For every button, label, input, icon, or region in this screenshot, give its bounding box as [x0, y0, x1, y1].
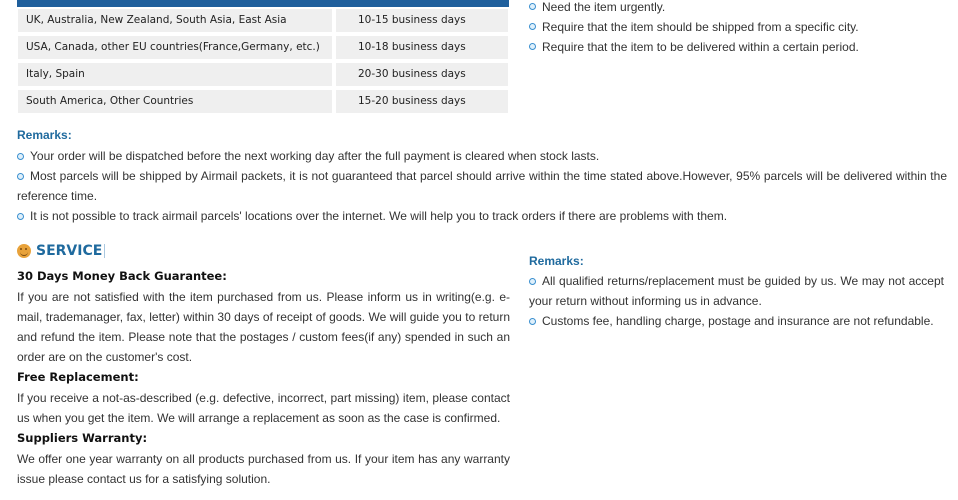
warranty-text: We offer one year warranty on all products purchased from us. If your item has any warranty issue please contact us for a satisfying solution.: [17, 452, 510, 486]
shipping-remarks-title: Remarks:: [17, 128, 72, 142]
table-row: [17, 62, 509, 87]
smiley-icon: [17, 244, 31, 258]
free-replacement-heading: Free Replacement:: [17, 370, 139, 384]
list-item: [529, 311, 944, 331]
list-item-text: Most parcels will be shipped by Airmail packets, it is not guaranteed that parcel should arrive within the time stated above.However, 95% parcels will be delivered within the reference time.: [17, 169, 947, 203]
right-condition-list: [529, 0, 949, 57]
list-item: [529, 17, 949, 37]
free-replacement-text: If you receive a not-as-described (e.g. defective, incorrect, part missing) item, please contact us when you get the item. We will arrange a replacement as soon as the case is confirmed.: [17, 391, 510, 425]
money-back-text: If you are not satisfied with the item purchased from us. Please inform us in writing(e.g. e-mail, trademanager, fax, letter) within 30 days of receipt of goods. We will guide you to return and refund the item. Please note that the postages / custom fees(if any) spended in such an order are on the customer's cost.: [17, 290, 510, 364]
shipping-time-cell: 15-20 business days: [335, 89, 509, 114]
shipping-table-header-bar: [17, 0, 509, 7]
list-item-text: Your order will be dispatched before the next working day after the full payment is cleared when stock lasts.: [30, 149, 600, 163]
list-item-text: It is not possible to track airmail parcels' locations over the internet. We will help you to track orders if there are problems with them.: [30, 209, 728, 223]
bullet-icon: [529, 43, 536, 50]
bullet-icon: [17, 173, 24, 180]
list-item: [17, 206, 947, 226]
service-remarks-list: [529, 271, 944, 331]
list-item: [529, 271, 944, 311]
bullet-icon: [17, 213, 24, 220]
table-row: [17, 8, 509, 33]
bullet-icon: [17, 153, 24, 160]
shipping-time-cell: 10-15 business days: [335, 8, 509, 33]
text-cursor-icon: [104, 244, 105, 258]
list-item: [529, 37, 949, 57]
service-sections: [17, 266, 510, 489]
shipping-region-cell: USA, Canada, other EU countries(France,Germany, etc.): [17, 35, 333, 60]
bullet-icon: [529, 318, 536, 325]
list-item-text: Customs fee, handling charge, postage and insurance are not refundable.: [542, 314, 934, 328]
service-title: SERVICE: [36, 243, 103, 259]
service-remarks-title: Remarks:: [529, 254, 584, 268]
list-item-text: All qualified returns/replacement must be guided by us. We may not accept your return without informing us in advance.: [529, 274, 944, 308]
table-row: [17, 89, 509, 114]
list-item-text: Need the item urgently.: [542, 0, 666, 14]
list-item: [17, 146, 947, 166]
shipping-remarks-list: [17, 146, 947, 226]
money-back-heading: 30 Days Money Back Guarantee:: [17, 269, 227, 283]
list-item-text: Require that the item should be shipped from a specific city.: [542, 20, 859, 34]
list-item: [17, 166, 947, 206]
shipping-time-cell: 20-30 business days: [335, 62, 509, 87]
service-heading: [17, 241, 105, 261]
shipping-region-cell: Italy, Spain: [17, 62, 333, 87]
bullet-icon: [529, 3, 536, 10]
shipping-region-cell: UK, Australia, New Zealand, South Asia, East Asia: [17, 8, 333, 33]
shipping-time-cell: 10-18 business days: [335, 35, 509, 60]
table-row: [17, 35, 509, 60]
bullet-icon: [529, 278, 536, 285]
list-item-text: Require that the item to be delivered within a certain period.: [542, 40, 859, 54]
bullet-icon: [529, 23, 536, 30]
shipping-region-cell: South America, Other Countries: [17, 89, 333, 114]
list-item: [529, 0, 949, 17]
warranty-heading: Suppliers Warranty:: [17, 431, 148, 445]
